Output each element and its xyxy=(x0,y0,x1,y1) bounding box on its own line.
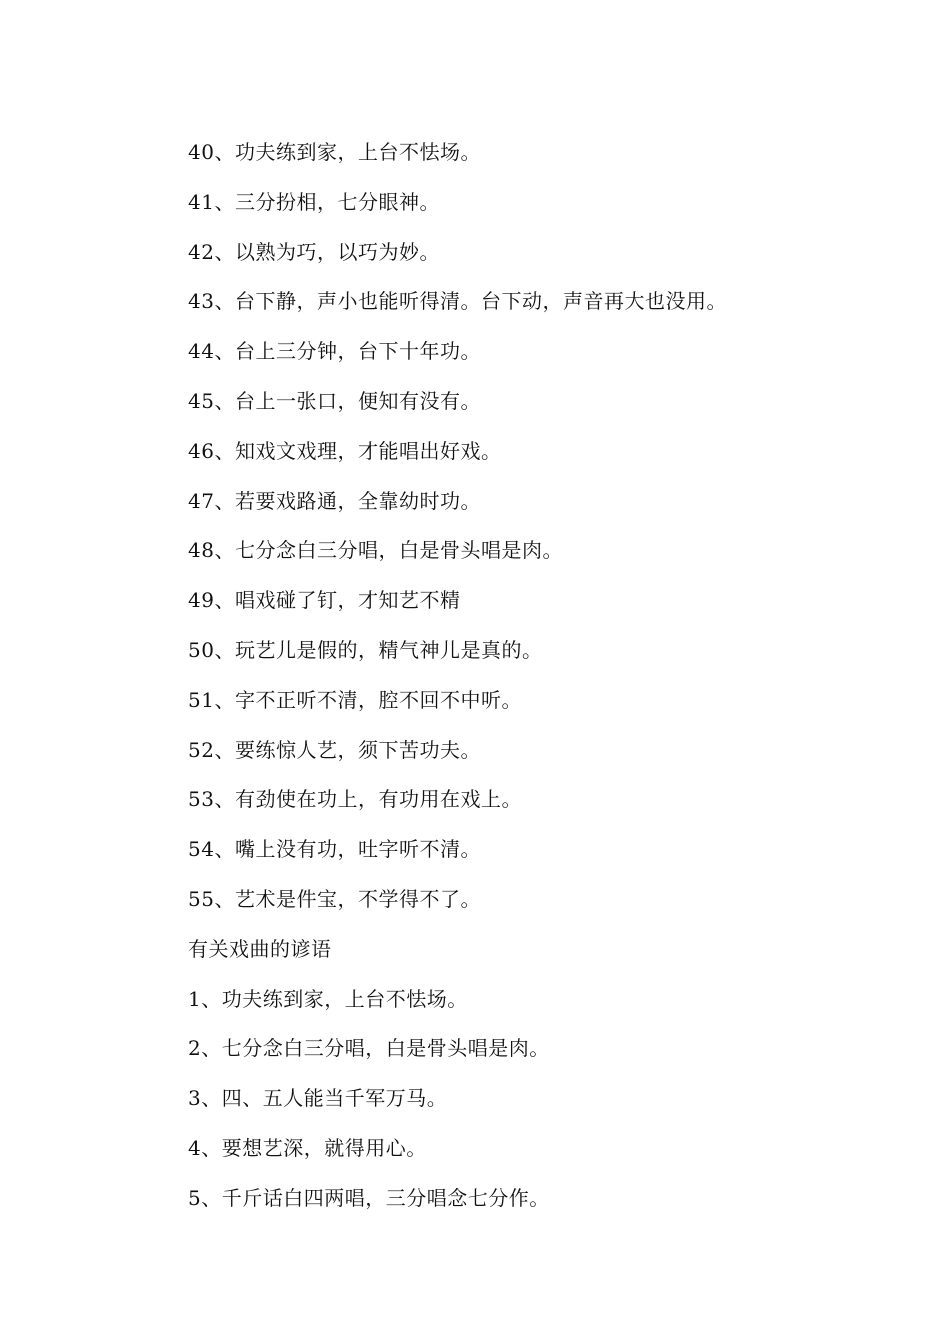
text-line-55: 55、艺术是件宝，不学得不了。 xyxy=(188,886,481,911)
text-line-3: 3、四、五人能当千军万马。 xyxy=(188,1086,448,1111)
text-line-50: 50、玩艺儿是假的，精气神儿是真的。 xyxy=(188,637,543,662)
text-line-52: 52、要练惊人艺，须下苦功夫。 xyxy=(188,737,481,762)
section-heading: 有关戏曲的谚语 xyxy=(188,936,332,961)
text-line-40: 40、功夫练到家，上台不怯场。 xyxy=(188,140,481,164)
text-line-53: 53、有劲使在功上，有功用在戏上。 xyxy=(188,787,522,812)
document-body xyxy=(188,134,908,1230)
text-line-5: 5、千斤话白四两唱，三分唱念七分作。 xyxy=(188,1185,550,1210)
text-line-48: 48、七分念白三分唱，白是骨头唱是肉。 xyxy=(188,538,563,563)
text-line-51: 51、字不正听不清，腔不回不中听。 xyxy=(188,687,522,712)
text-line-46: 46、知戏文戏理，才能唱出好戏。 xyxy=(188,438,502,463)
text-line-1: 1、功夫练到家，上台不怯场。 xyxy=(188,986,468,1011)
text-line-44: 44、台上三分钟，台下十年功。 xyxy=(188,339,481,364)
text-line-47: 47、若要戏路通，全靠幼时功。 xyxy=(188,488,481,513)
text-line-43: 43、台下静，声小也能听得清。台下动，声音再大也没用。 xyxy=(188,289,727,314)
text-line-49: 49、唱戏碰了钉，才知艺不精 xyxy=(188,588,461,613)
text-line-4: 4、要想艺深，就得用心。 xyxy=(188,1135,427,1160)
text-line-45: 45、台上一张口，便知有没有。 xyxy=(188,388,481,413)
text-line-42: 42、以熟为巧，以巧为妙。 xyxy=(188,239,440,264)
text-line-54: 54、嘴上没有功，吐字听不清。 xyxy=(188,837,481,862)
text-line-2: 2、七分念白三分唱，白是骨头唱是肉。 xyxy=(188,1036,550,1061)
text-line-41: 41、三分扮相，七分眼神。 xyxy=(188,189,440,214)
